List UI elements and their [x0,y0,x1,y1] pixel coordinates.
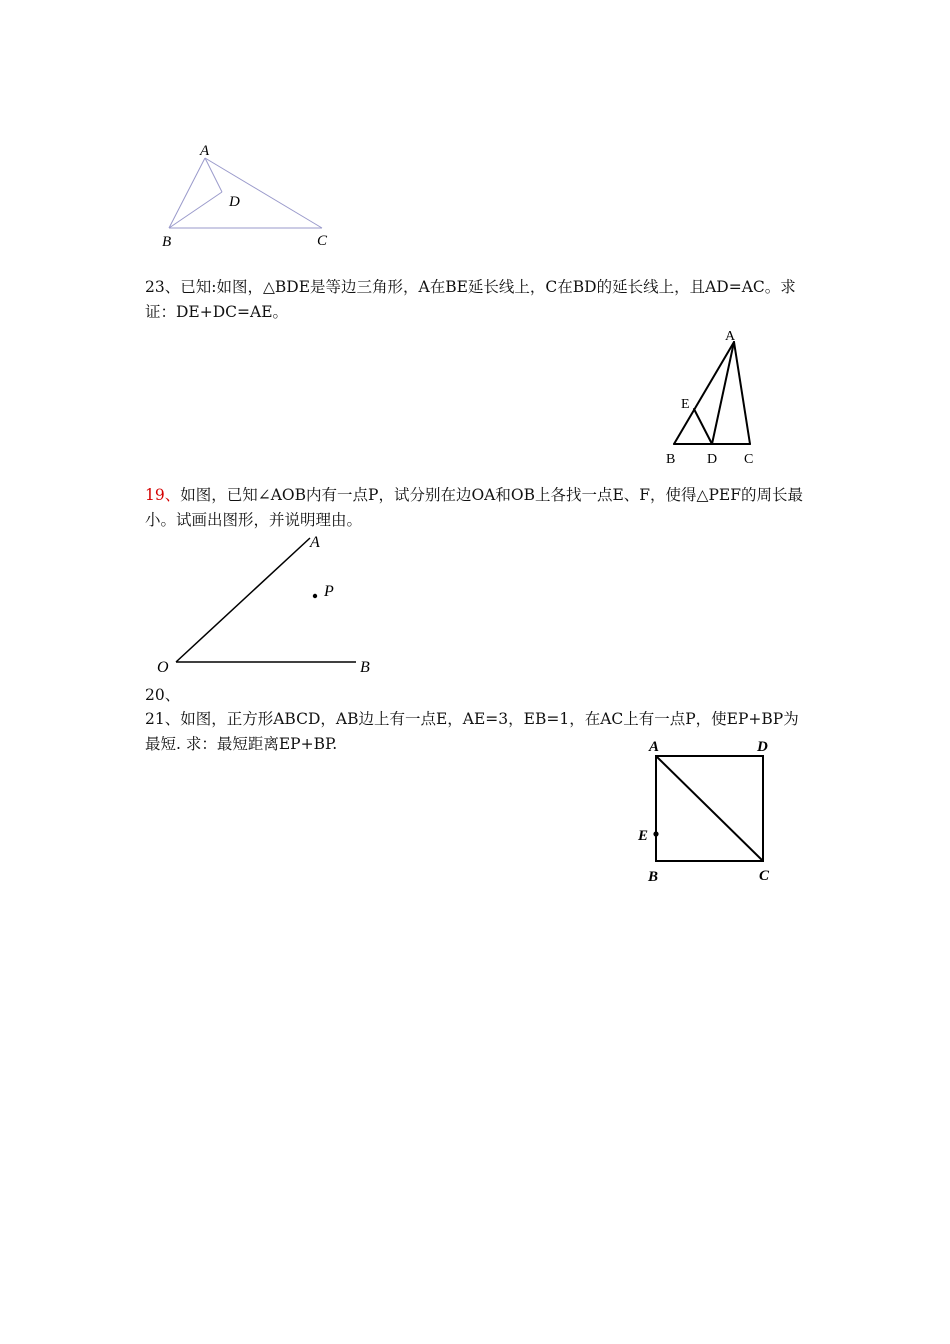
figure-q21-square [630,735,780,885]
question-19-text: 如图，已知∠AOB内有一点P，试分别在边OA和OB上各找一点E、F，使得△PEF的周长最小。试画出图形，并说明理由。 [145,486,803,529]
segment-ac [734,342,750,444]
question-23 [145,275,810,325]
label-b: B [162,234,172,250]
diagonal-ac [656,756,763,861]
label-a: A [725,329,736,344]
segment-ed [694,409,712,444]
question-21-text: 21、如图，正方形ABCD，AB边上有一点E，AE=3，EB=1，在AC上有一点P，使EP+BP为最短. 求：最短距离EP+BP. [145,710,799,753]
question-20-text: 20、 [145,686,181,704]
label-e: E [681,397,690,412]
label-d: D [229,194,240,210]
segment-ab [169,158,205,228]
question-23-text: 、已知:如图，△BDE是等边三角形，A在BE延长线上，C在BD的延长线上，且AD=AC。求证：DE+DC=AE。 [145,278,796,321]
question-19-number: 19 [145,486,165,504]
label-b: B [360,659,370,676]
label-c: C [317,233,328,249]
segment-ad [712,342,734,444]
figure-q23 [660,322,770,467]
figure-triangle-abcd [150,140,350,255]
label-p: P [324,583,334,600]
segment-ac [205,158,322,228]
point-e [653,831,658,836]
figure-q19-angle [150,530,380,680]
label-e: E [638,828,649,844]
ray-oa [176,538,310,662]
label-a: A [310,534,320,551]
label-b: B [648,869,659,885]
label-d: D [707,452,718,467]
label-a: A [200,143,210,159]
question-20 [145,683,810,708]
label-o: O [157,659,169,676]
question-23-number: 23 [145,278,165,296]
question-19-sep: 、 [164,486,181,504]
point-p [313,594,317,598]
segment-bd [169,192,222,228]
question-19 [145,483,810,533]
label-d: D [757,739,768,755]
label-c: C [759,868,770,884]
label-a: A [649,739,660,755]
label-c: C [744,452,754,467]
label-b: B [666,452,676,467]
